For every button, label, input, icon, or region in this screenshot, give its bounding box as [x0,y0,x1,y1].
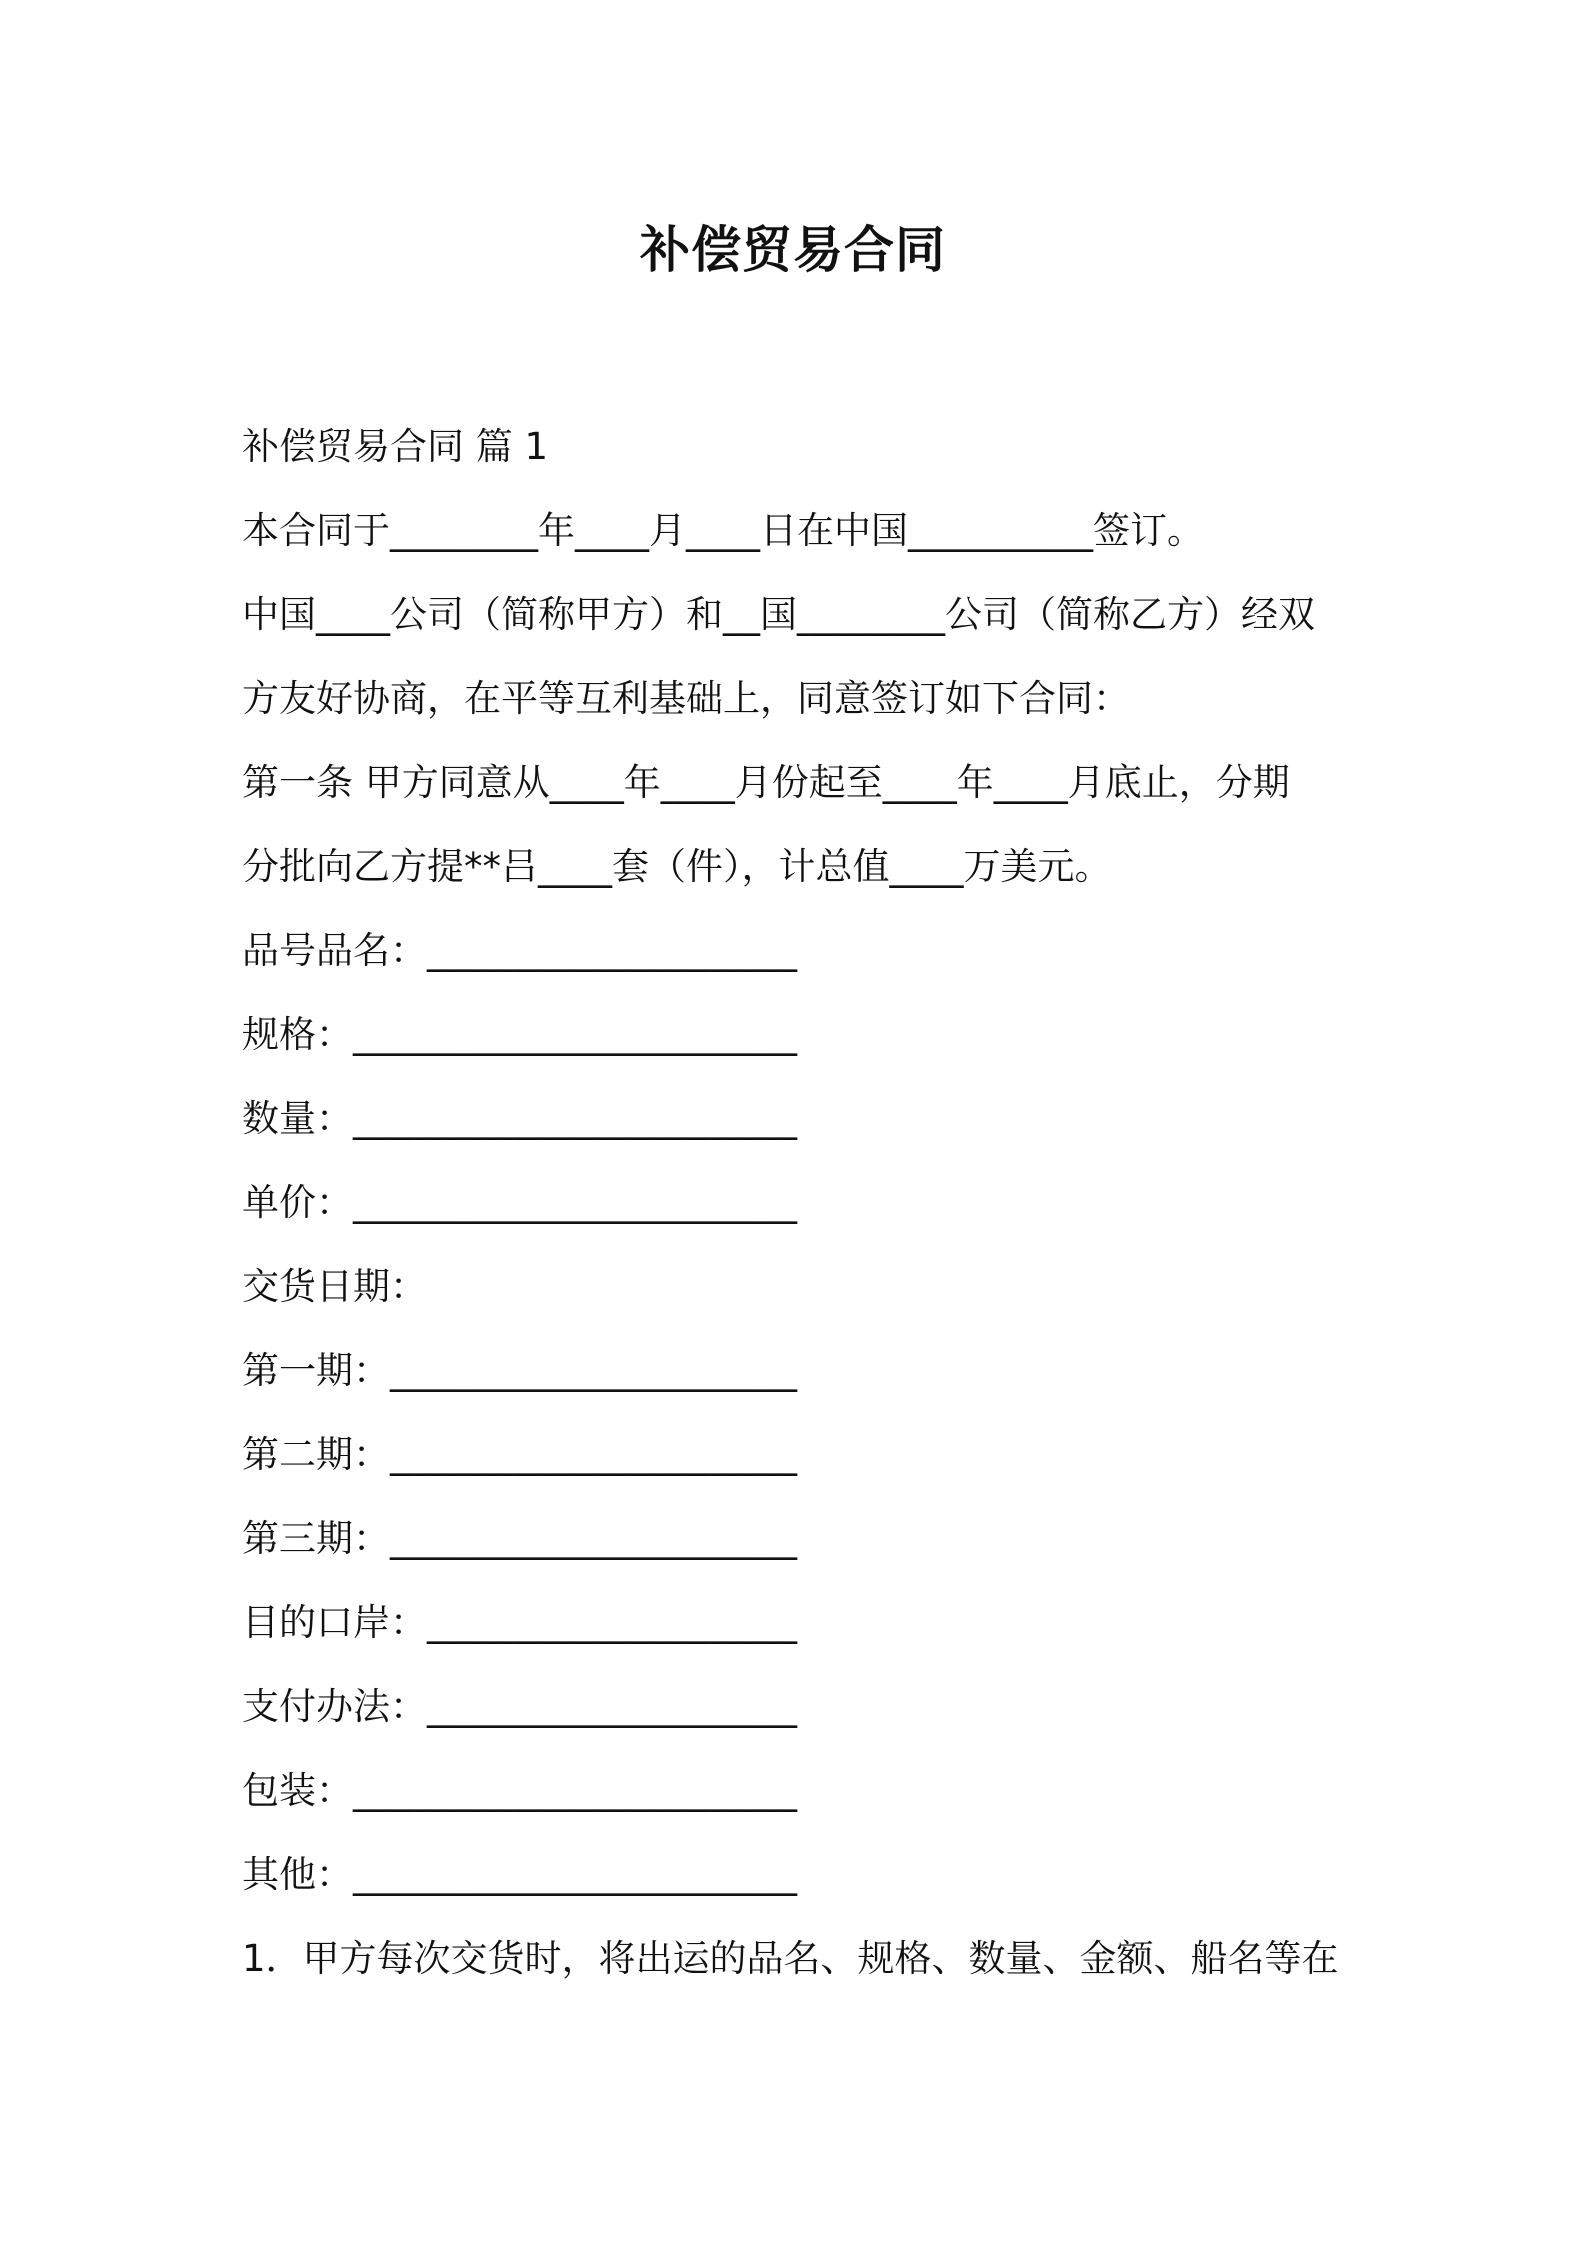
paragraph-line: 1．甲方每次交货时，将出运的品名、规格、数量、金额、船名等在 [242,1937,1339,1980]
paragraph-line: 第一条 甲方同意从____年____月份起至____年____月底止，分期 [242,761,1290,804]
form-field-unit-price: 单价：________________________ [242,1181,797,1224]
paragraph-line: 中国____公司（简称甲方）和__国________公司（简称乙方）经双 [242,593,1315,636]
paragraph-line: 本合同于________年____月____日在中国__________签订。 [242,509,1204,552]
paragraph-line: 方友好协商，在平等互利基础上，同意签订如下合同： [242,677,1130,720]
form-field-specification: 规格：________________________ [242,1013,797,1056]
form-label-delivery-date: 交货日期： [242,1265,427,1308]
form-field-third-period: 第三期：______________________ [242,1517,797,1560]
document-title: 补偿贸易合同 [640,221,946,279]
form-field-product-name: 品号品名：____________________ [242,929,797,972]
form-field-first-period: 第一期：______________________ [242,1349,797,1392]
form-field-second-period: 第二期：______________________ [242,1433,797,1476]
form-field-quantity: 数量：________________________ [242,1097,797,1140]
section-heading: 补偿贸易合同 篇 1 [242,425,549,468]
form-field-other: 其他：________________________ [242,1853,797,1896]
document-body [242,405,1362,2001]
form-field-payment-method: 支付办法：____________________ [242,1685,797,1728]
paragraph-line: 分批向乙方提**吕____套（件），计总值____万美元。 [242,845,1112,888]
form-field-packaging: 包装：________________________ [242,1769,797,1812]
form-field-destination-port: 目的口岸：____________________ [242,1601,797,1644]
